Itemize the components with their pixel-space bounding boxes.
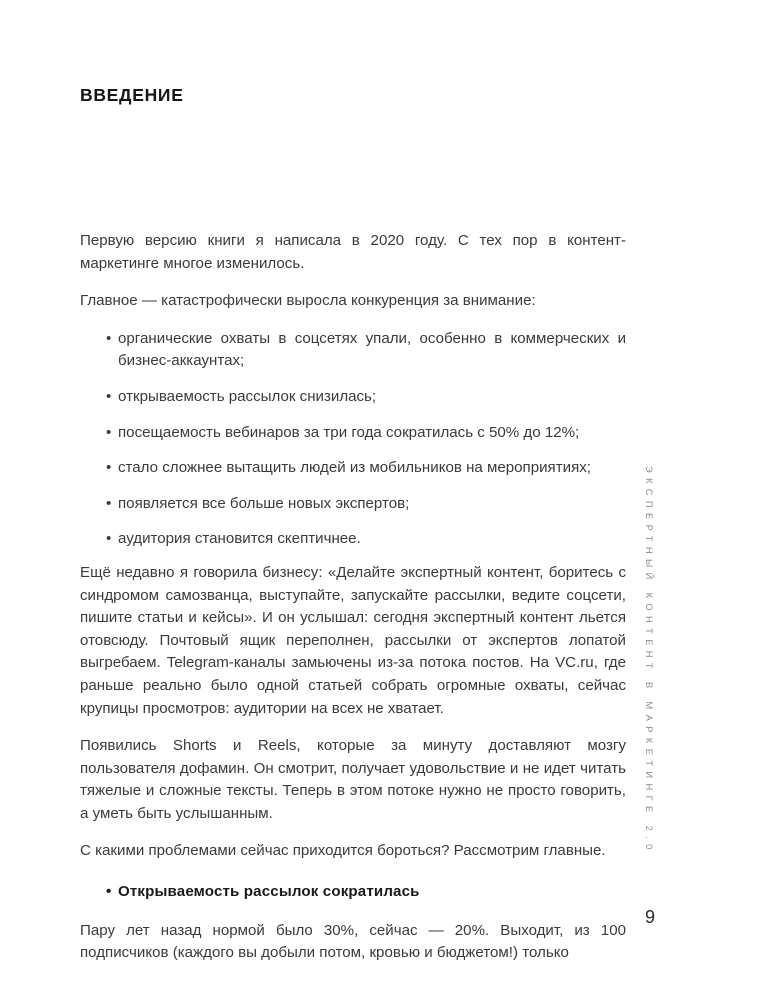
- bullet-dot-icon: •: [106, 459, 112, 477]
- paragraph: С какими проблемами сейчас приходится бороться? Рассмотрим главные.: [80, 842, 606, 860]
- section-subheading: [80, 881, 626, 904]
- list-item-label: аудитория становится скептичнее.: [118, 530, 361, 548]
- body-text-column: [80, 230, 626, 965]
- bullet-dot-icon: •: [106, 494, 112, 512]
- list-item-label: стало сложнее вытащить людей из мобильников на мероприятиях;: [118, 459, 591, 477]
- bullet-dot-icon: •: [106, 329, 112, 347]
- bullet-list: [80, 328, 626, 551]
- bullet-dot-icon: •: [106, 883, 112, 901]
- bullet-dot-icon: •: [106, 530, 112, 548]
- list-item-label: посещаемость вебинаров за три года сократилась с 50% до 12%;: [118, 423, 580, 441]
- bullet-dot-icon: •: [106, 423, 112, 441]
- paragraph: Первую версию книги я написала в 2020 году. С тех пор в контент-маркетинге многое изменилось.: [80, 232, 626, 272]
- list-item-label: органические охваты в соцсетях упали, особенно в коммерческих и бизнес-аккаунтах;: [118, 329, 626, 370]
- list-item: [80, 422, 626, 445]
- list-item-label: открываемость рассылок снизилась;: [118, 387, 377, 405]
- section-subheading-label: Открываемость рассылок сократилась: [118, 883, 420, 901]
- list-item: [80, 528, 626, 551]
- list-item: [80, 328, 626, 373]
- list-item: [80, 457, 626, 480]
- list-item: [80, 386, 626, 409]
- paragraph: Главное — катастрофически выросла конкуренция за внимание:: [80, 292, 536, 310]
- bullet-dot-icon: •: [106, 387, 112, 405]
- paragraph: Ещё недавно я говорила бизнесу: «Делайте экспертный контент, боритесь с синдромом самозванца, выступайте, запускайте рассылки, ведите соцсети, пишите статьи и кейсы». И он услышал: сегодня экспертный контент льется отовсюду. Почтовый ящик переполнен, рассылки от экспертов лопатой выгребаем. Telegram-каналы замьючены из-за потока постов. На VC.ru, где раньше реально было одной статьей собрать огромные охваты, сейчас крупицы просмотров: аудитории на всех не хватает.: [80, 563, 626, 717]
- page-title: ВВЕДЕНИЕ: [80, 84, 184, 105]
- running-head-label: ЭКСПЕРТНЫЙ КОНТЕНТ В МАРКЕТИНГЕ 2.0: [644, 466, 654, 855]
- paragraph: Появились Shorts и Reels, которые за минуту доставляют мозгу пользователя дофамин. Он смотрит, получает удовольствие и не идет читать тяжелые и сложные тексты. Теперь в этом потоке нужно не просто говорить, а уметь быть услышанным.: [80, 737, 626, 822]
- page-number: 9: [645, 907, 656, 927]
- list-item-label: появляется все больше новых экспертов;: [118, 494, 410, 512]
- list-item: [80, 493, 626, 516]
- paragraph: Пару лет назад нормой было 30%, сейчас — 20%. Выходит, из 100 подписчиков (каждого вы добыли потом, кровью и бюджетом!) только: [80, 921, 626, 962]
